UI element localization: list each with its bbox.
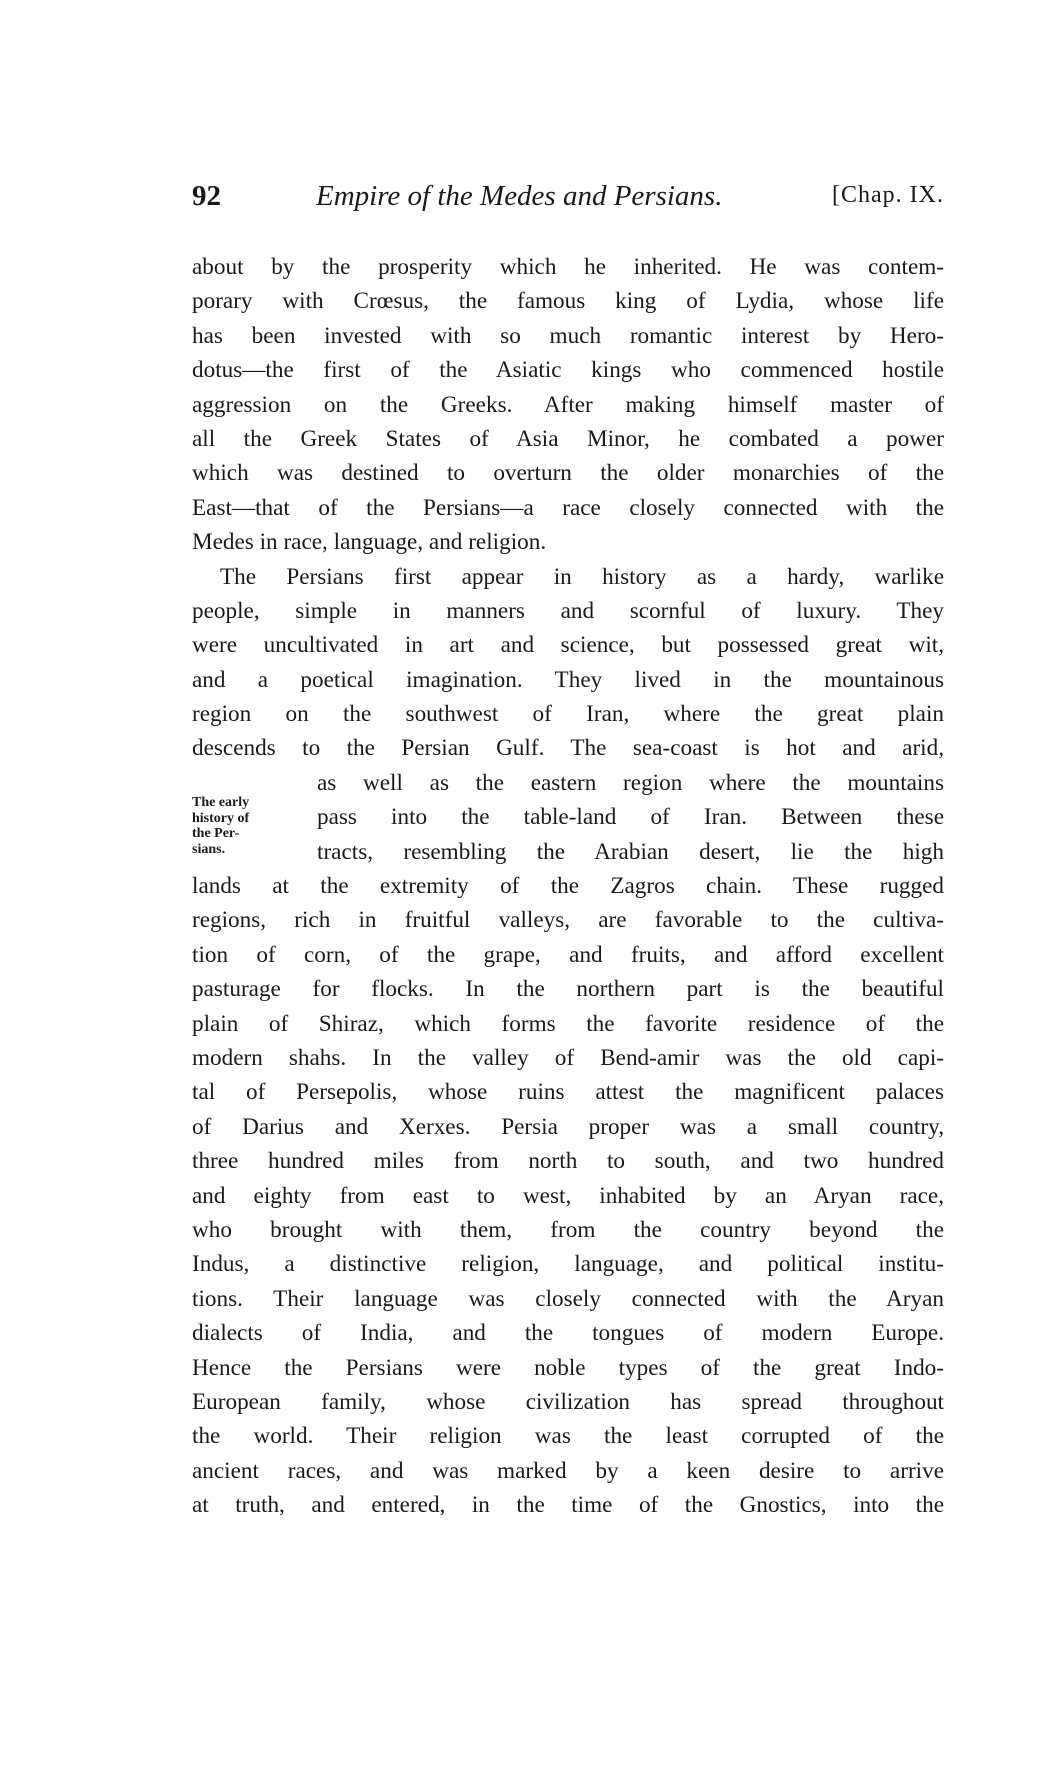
text-line: and eighty from east to west, inhabited by an Aryan race, — [192, 1182, 944, 1209]
text-line: tion of corn, of the grape, and fruits, and afford excellent — [192, 941, 944, 968]
text-line: the world. Their religion was the least corrupted of the — [192, 1423, 944, 1450]
text-line: ancient races, and was marked by a keen desire to arrive — [192, 1457, 944, 1484]
page-header — [192, 180, 944, 220]
chapter-reference: [Chap. IX. — [832, 182, 944, 208]
text-line: which was destined to overturn the older monarchies of the — [192, 460, 944, 487]
body-text — [192, 250, 944, 1522]
text-line: aggression on the Greeks. After making himself master of — [192, 391, 944, 418]
text-line: region on the southwest of Iran, where the great plain — [192, 701, 944, 728]
text-line: has been invested with so much romantic interest by Hero- — [192, 322, 944, 349]
text-line: European family, whose civilization has spread throughout — [192, 1388, 944, 1415]
text-line: tracts, resembling the Arabian desert, lie the high — [317, 838, 944, 865]
text-line: Medes in race, language, and religion. — [192, 529, 547, 556]
text-line: all the Greek States of Asia Minor, he combated a power — [192, 425, 944, 452]
margin-note-line: The early — [192, 795, 250, 810]
margin-note-line: sians. — [192, 841, 226, 857]
page-number: 92 — [192, 180, 221, 212]
text-line: were uncultivated in art and science, but possessed great wit, — [192, 632, 944, 659]
text-line: about by the prosperity which he inherited. He was contem- — [192, 254, 944, 280]
text-line: descends to the Persian Gulf. The sea-coast is hot and arid, — [192, 735, 944, 762]
text-line: plain of Shiraz, which forms the favorite residence of the — [192, 1010, 944, 1037]
text-line: tal of Persepolis, whose ruins attest the magnificent palaces — [192, 1079, 944, 1106]
text-line: at truth, and entered, in the time of the Gnostics, into the — [192, 1492, 944, 1519]
text-line: of Darius and Xerxes. Persia proper was a small country, — [192, 1113, 944, 1140]
margin-note-line: the Per- — [192, 826, 240, 841]
text-line: pass into the table-land of Iran. Between these — [317, 804, 944, 831]
text-line: Hence the Persians were noble types of the great Indo- — [192, 1354, 944, 1381]
text-line: three hundred miles from north to south, and two hundred — [192, 1148, 944, 1175]
text-line: dialects of India, and the tongues of modern Europe. — [192, 1320, 944, 1347]
text-line: tions. Their language was closely connected with the Aryan — [192, 1285, 944, 1312]
text-line: dotus—the first of the Asiatic kings who commenced hostile — [192, 357, 944, 384]
text-line: lands at the extremity of the Zagros chain. These rugged — [192, 873, 944, 900]
margin-note-line: history of — [192, 810, 250, 826]
text-line: porary with Crœsus, the famous king of Lydia, whose life — [192, 288, 944, 315]
text-line: modern shahs. In the valley of Bend-amir was the old capi- — [192, 1044, 944, 1071]
text-line: East—that of the Persians—a race closely connected with the — [192, 494, 944, 521]
text-line: and a poetical imagination. They lived in the mountainous — [192, 666, 944, 693]
running-title: Empire of the Medes and Persians. — [316, 180, 723, 212]
text-line: regions, rich in fruitful valleys, are favorable to the cultiva- — [192, 907, 944, 934]
text-line: Indus, a distinctive religion, language, and political institu- — [192, 1251, 944, 1278]
text-line: pasturage for flocks. In the northern part is the beautiful — [192, 976, 944, 1003]
text-line: The Persians first appear in history as a hardy, warlike — [220, 563, 944, 590]
text-line: as well as the eastern region where the mountains — [317, 769, 944, 796]
text-line: who brought with them, from the country beyond the — [192, 1216, 944, 1243]
text-line: people, simple in manners and scornful of luxury. They — [192, 597, 944, 624]
